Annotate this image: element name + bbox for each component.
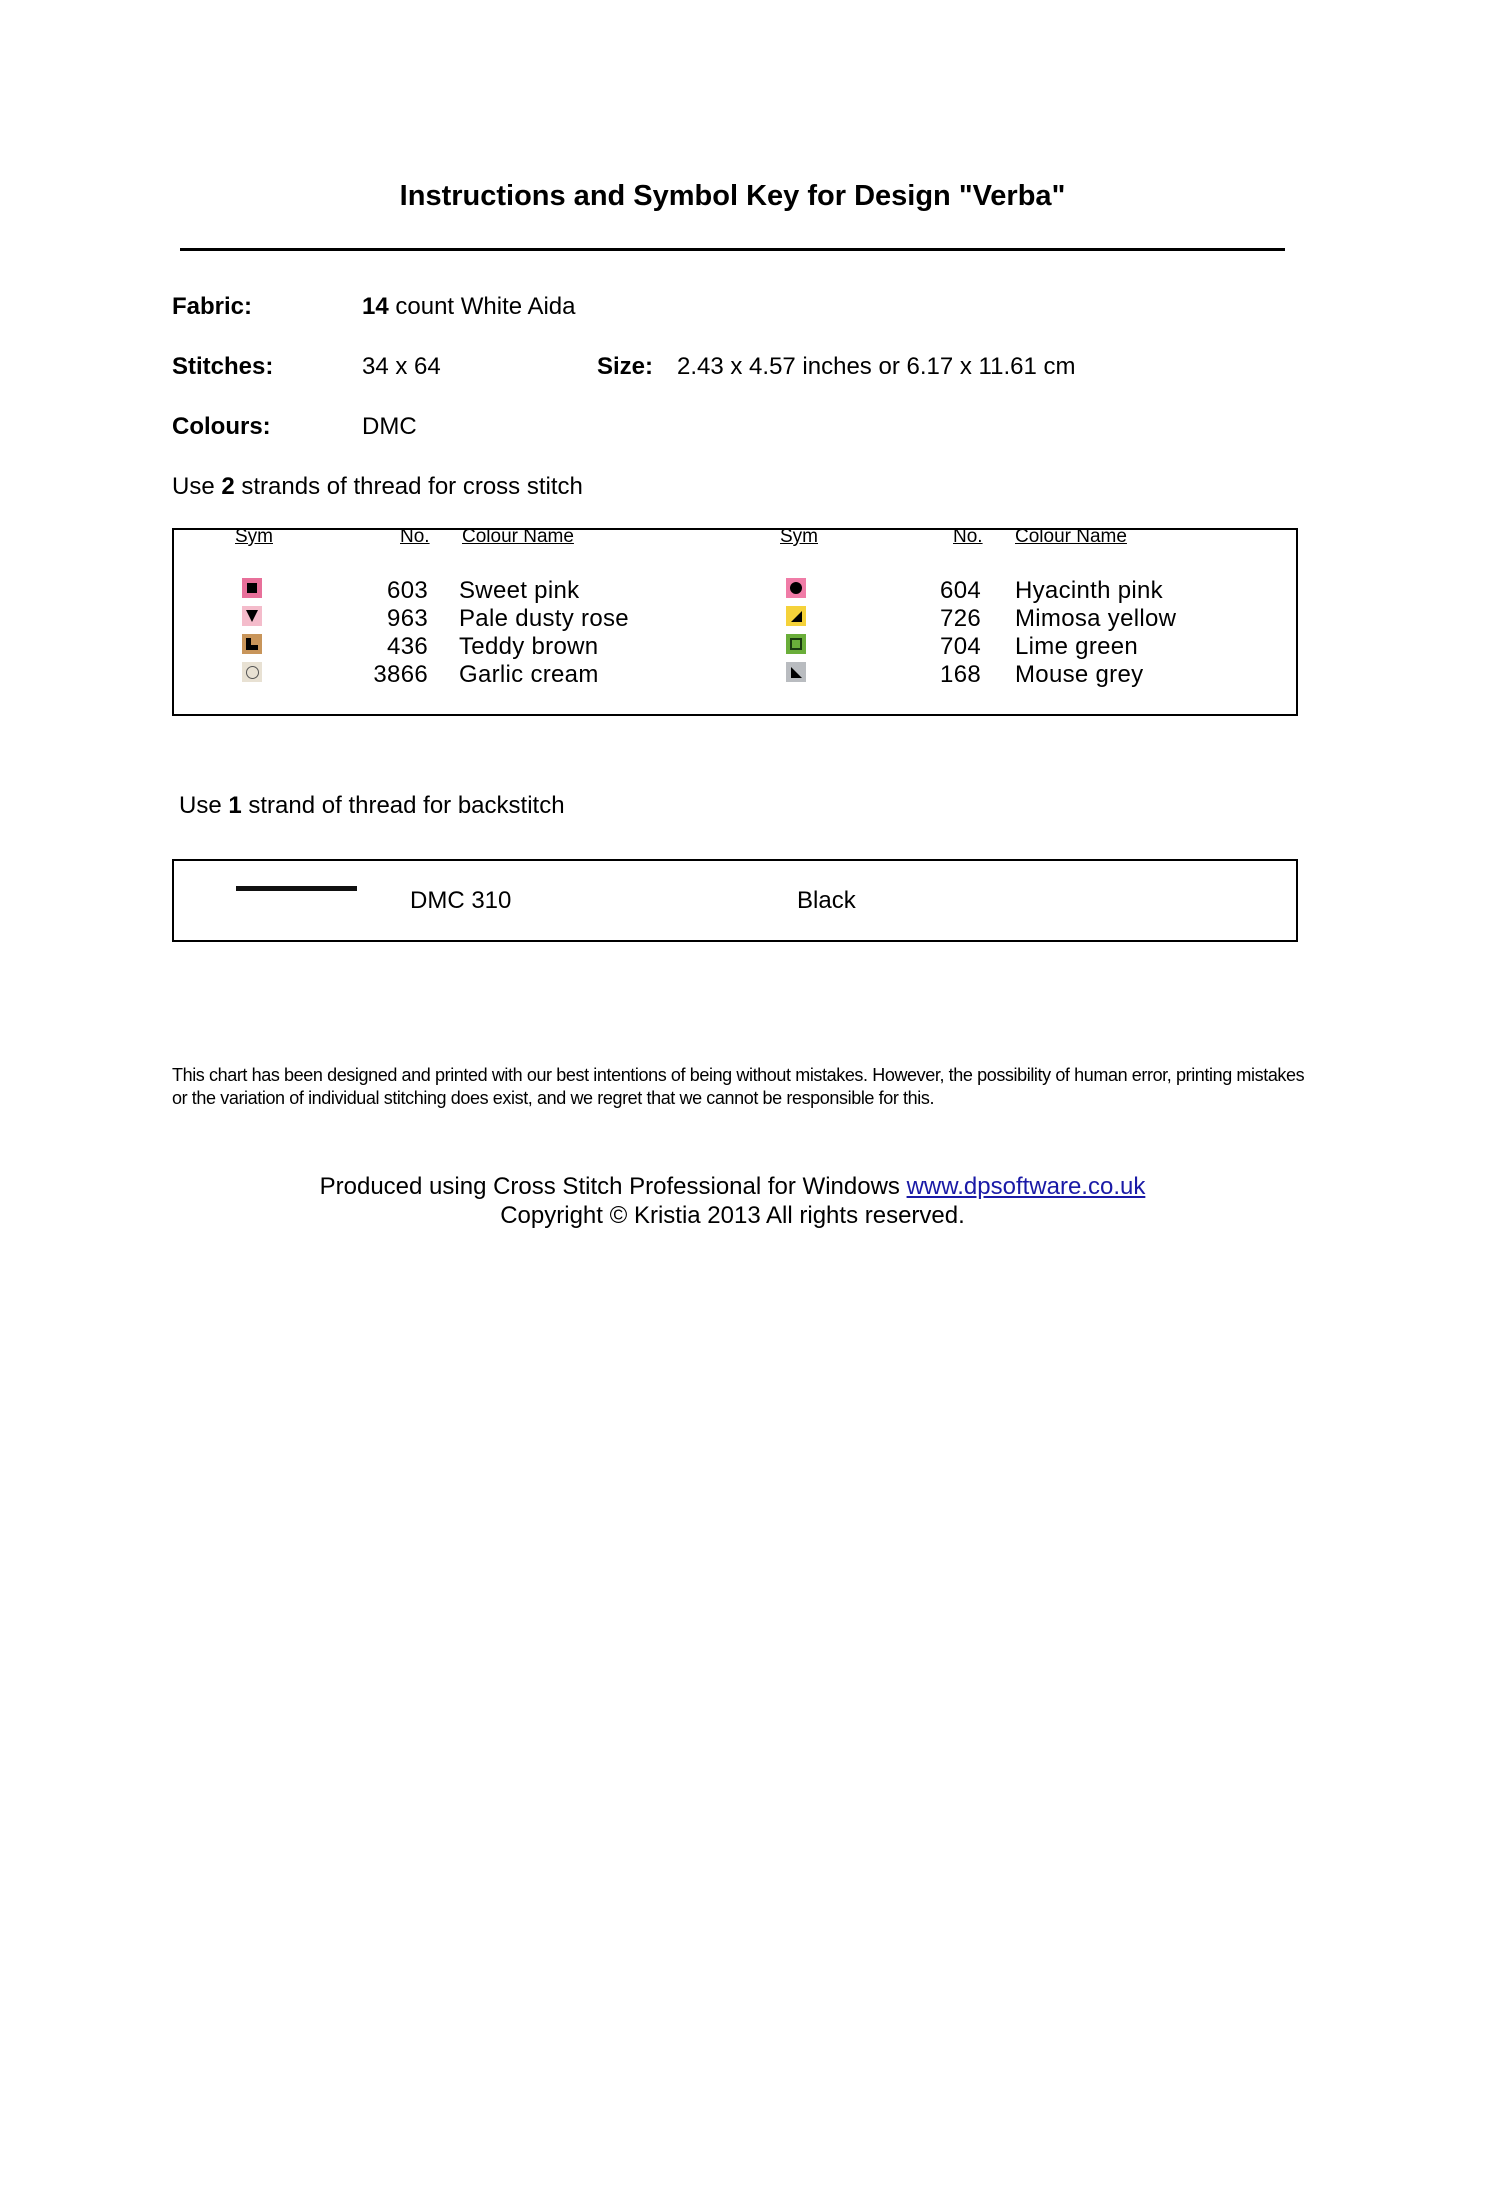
- thread-number: 726: [940, 605, 981, 632]
- backstitch-line-sample: [236, 886, 357, 891]
- produced-by-line: [0, 1173, 1465, 1201]
- thread-number: 604: [940, 577, 981, 604]
- fabric-label: Fabric:: [172, 293, 253, 320]
- note-prefix: Use: [179, 792, 229, 819]
- symbol-swatch: [242, 662, 262, 682]
- thread-name: Garlic cream: [459, 661, 599, 688]
- page-title: Instructions and Symbol Key for Design "Verba": [399, 180, 1066, 212]
- fabric-description: count White Aida: [388, 293, 576, 320]
- header-name-right: Colour Name: [1015, 526, 1127, 547]
- stitches-value: 34 x 64: [362, 353, 441, 380]
- symbol-swatch: [786, 662, 806, 682]
- thread-name: Pale dusty rose: [459, 605, 629, 632]
- thread-name: Sweet pink: [459, 577, 580, 604]
- symbol-swatch: [242, 578, 262, 598]
- backstitch-code: DMC 310: [410, 887, 512, 914]
- dot-icon: [790, 582, 802, 594]
- corner-icon: [245, 637, 259, 651]
- symbol-swatch: [786, 634, 806, 654]
- thread-number: 603: [387, 577, 428, 604]
- symbol-swatch: [242, 606, 262, 626]
- symbol-swatch: [786, 578, 806, 598]
- thread-name: Teddy brown: [459, 633, 599, 660]
- title-divider: [180, 248, 1285, 251]
- inner-square-icon: [790, 638, 802, 650]
- thread-number: 704: [940, 633, 981, 660]
- backstitch-note: [179, 792, 565, 820]
- triangle-corner-icon: [789, 609, 803, 623]
- backstitch-colour-name: Black: [797, 887, 856, 914]
- circle-outline-icon: [246, 666, 259, 679]
- note-suffix: strands of thread for cross stitch: [234, 473, 583, 500]
- stitches-label: Stitches:: [172, 353, 274, 380]
- thread-number: 168: [940, 661, 981, 688]
- copyright-line: Copyright © Kristia 2013 All rights reserved.: [500, 1202, 965, 1229]
- header-sym-right: Sym: [780, 526, 818, 547]
- triangle-down-icon: [245, 609, 259, 623]
- thread-name: Mimosa yellow: [1015, 605, 1177, 632]
- symbol-swatch: [242, 634, 262, 654]
- thread-number: 436: [387, 633, 428, 660]
- square-icon: [247, 583, 257, 593]
- thread-name: Hyacinth pink: [1015, 577, 1163, 604]
- size-label: Size:: [597, 353, 654, 380]
- cross-stitch-note: [172, 473, 583, 501]
- note-prefix: Use: [172, 473, 222, 500]
- header-sym-left: Sym: [235, 526, 273, 547]
- strand-count: 1: [228, 792, 242, 819]
- header-no-left: No.: [400, 526, 430, 547]
- fabric-value: [362, 293, 575, 321]
- note-suffix: strand of thread for backstitch: [241, 792, 565, 819]
- thread-name: Mouse grey: [1015, 661, 1144, 688]
- fabric-count: 14: [362, 293, 389, 320]
- backstitch-table: [172, 859, 1298, 942]
- strand-count: 2: [221, 473, 235, 500]
- size-value: 2.43 x 4.57 inches or 6.17 x 11.61 cm: [677, 353, 1076, 380]
- thread-number: 3866: [373, 661, 428, 688]
- produced-text: Produced using Cross Stitch Professional for Windows: [319, 1173, 907, 1200]
- header-name-left: Colour Name: [462, 526, 574, 547]
- software-link[interactable]: www.dpsoftware.co.uk: [906, 1173, 1146, 1200]
- disclaimer-text: This chart has been designed and printed with our best intentions of being without mistakes. However, the possibility of human error, printing mistakes or the variation of individual stitching does exist, and we regret that we cannot be responsible for this.: [172, 1065, 1305, 1108]
- symbol-swatch: [786, 606, 806, 626]
- triangle-corner-icon: [789, 665, 803, 679]
- colours-label: Colours:: [172, 413, 271, 440]
- header-no-right: No.: [953, 526, 983, 547]
- thread-number: 963: [387, 605, 428, 632]
- thread-name: Lime green: [1015, 633, 1139, 660]
- colours-value: DMC: [362, 413, 417, 440]
